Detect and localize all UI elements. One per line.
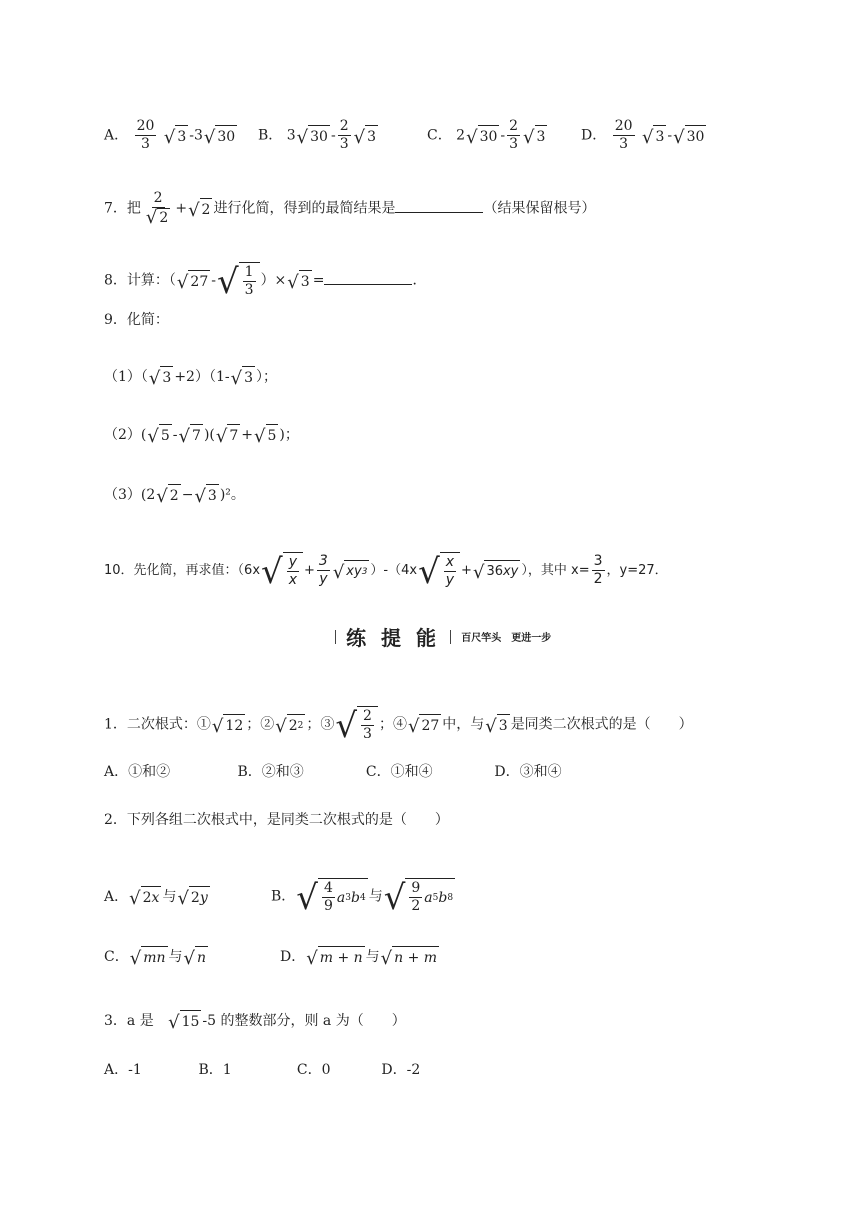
banner-title: 练 提 能: [346, 626, 441, 650]
practice-2-option-d: D． √ m + n 与 √ n + m: [280, 948, 438, 969]
question-9-part-2: （2）( √ 5 - √ 7 )( √ 7 + √ 5 )；: [104, 426, 299, 447]
option-c: C．0: [296, 1062, 331, 1078]
answer-blank: [395, 198, 483, 213]
divider: [335, 630, 336, 644]
q6-option-c-row: C． 2 √ 30 - $\frac{2}{3}$ √ 3: [427, 118, 546, 152]
q6-option-c: C．: [427, 127, 452, 144]
question-9-part-1: （1）（ √ 3 +2）（1- √ 3 ）；: [104, 368, 278, 389]
question-7: 7．把 2 √ 2 + √ 2 进行化简，得到的最简结果是 （结果保留根号）: [104, 190, 596, 228]
option-b: B．②和③: [237, 764, 304, 780]
question-8: 8．计算：（ √ 27 - √ $\frac{1}{3}$ ）× √ 3 = ．: [104, 262, 427, 302]
divider: [450, 630, 451, 644]
q6-option-a: A．: [104, 127, 129, 144]
q6-option-d: D．: [581, 127, 607, 144]
practice-1: 1．二次根式：① √ 12 ；② √ 2 2 ；③ √ $\frac{2}{3}$ ；④ √ 27 中，与 √ 3 是同类二次根式的是（ ）: [104, 706, 693, 746]
practice-3: 3．a 是 √ 15 -5 的整数部分，则 a 为（ ）: [104, 1012, 406, 1033]
option-c: C．①和④: [365, 764, 433, 780]
option-a: A．①和②: [104, 764, 171, 780]
practice-2: 2．下列各组二次根式中，是同类二次根式的是（ ）: [104, 812, 449, 828]
practice-1-options: [104, 762, 562, 782]
option-a: A．-1: [104, 1062, 142, 1078]
section-banner: [330, 622, 551, 651]
q6-option-b: B．: [258, 127, 283, 144]
q6-options: A． $\frac{20}{3}$ √ 3 -3 √ 30: [104, 118, 236, 152]
option-d: D．③和④: [494, 764, 562, 780]
banner-subtitle: 百尺竿头 更进一步: [461, 633, 552, 644]
answer-blank: [324, 270, 412, 285]
practice-2-option-c: C． √ mn 与 √ n: [104, 948, 207, 969]
question-10: 10．先化简，再求值：（6x √ $\frac{y}{x}$ + $\frac{3}{y}$ √ xy 3 ）-（4x √ $\frac{x}{y}$ + √ 36 xy ），其中 x= $\frac{3}{2}$ ，y=27．: [104, 552, 668, 592]
question-9: 9．化简：: [104, 312, 169, 328]
practice-2-option-b: B． √ $\frac{4}{9}$ a 3 b 4 与 √ $\frac{9}{2}$ a 5 b 8: [271, 878, 454, 918]
q6-option-d-row: D． $\frac{20}{3}$ √ 3 - √ 30: [581, 118, 705, 152]
question-9-part-3: （3）(2 √ 2 − √ 3 )²。: [104, 486, 245, 507]
option-d: D．-2: [381, 1062, 421, 1078]
practice-2-option-a: A． √ 2 x 与 √ 2 y: [104, 888, 208, 909]
option-b: B．1: [198, 1062, 232, 1078]
q6-option-b-row: B． 3 √ 30 - $\frac{2}{3}$ √ 3: [258, 118, 377, 152]
practice-3-options: [104, 1060, 420, 1080]
